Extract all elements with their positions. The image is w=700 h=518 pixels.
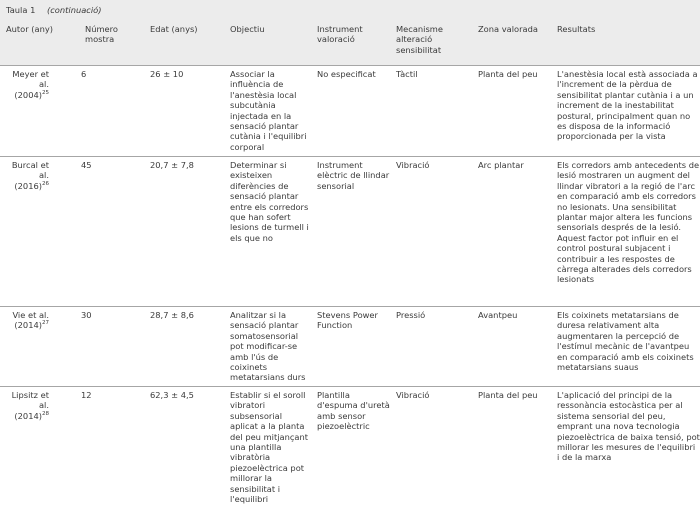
data-table xyxy=(0,21,700,508)
table-row xyxy=(0,307,700,387)
cell-objective: Analitzar si la sensació plantar somatosensorial pot modificar-se amb l'ús de coixinets metatarsians durs xyxy=(224,307,311,387)
cell-zone: Avantpeu xyxy=(472,307,551,387)
reference-number: 28 xyxy=(42,411,49,418)
header-zone: Zona valorada xyxy=(472,21,551,66)
header-mechanism: Mecanisme alteració sensibilitat xyxy=(390,21,472,66)
cell-author: Vie et al. $(2014)^{27}$ xyxy=(0,307,79,387)
cell-mechanism: Vibració xyxy=(390,157,472,307)
cell-number: 12 xyxy=(81,390,92,400)
cell-instrument: Plantilla d'espuma d'uretà amb sensor piezoelèctric xyxy=(317,390,390,432)
header-number: Número mostra xyxy=(79,21,144,66)
cell-zone: Arc plantar xyxy=(472,157,551,307)
cell-instrument: Instrument elèctric de llindar sensorial xyxy=(311,157,390,307)
cell-author: Meyer et al. $(2004)^{25}$ xyxy=(0,66,79,157)
cell-results: L'anestèsia local està associada a l'increment de la pèrdua de sensibilitat plantar cutània i a un increment de la inestabilitat postural, principalment quan no es disposa de la informació proporcionada per la vista xyxy=(551,66,700,157)
cell-age: 26 ± 10 xyxy=(144,66,224,157)
reference-number: 27 xyxy=(42,320,49,327)
cell-mechanism: Tàctil xyxy=(390,66,472,157)
table-header-row xyxy=(0,21,700,66)
cell-age: 28,7 ± 8,6 xyxy=(144,307,224,387)
cell-number: 6 xyxy=(79,66,144,157)
cell-number: 30 xyxy=(79,307,144,387)
table-continuation: (continuació) xyxy=(47,5,102,15)
cell-zone: Planta del peu xyxy=(478,390,538,400)
header-age: Edat (anys) xyxy=(144,21,224,66)
header-results: Resultats xyxy=(551,21,700,66)
cell-results: Els corredors amb antecedents de lesió mostraren un augment del llindar vibratori a la regió de l'arc en comparació amb els corredors no lesionats. Una sensibilitat plantar major altera les funcions sensorials després de la lesió. Aquest factor pot influir en el control postural subjacent i contribuir a les respostes de càrrega alterades dels corredors lesionats xyxy=(551,157,700,307)
reference-number: 26 xyxy=(42,181,49,188)
cell-instrument: No especificat xyxy=(311,66,390,157)
cell-objective: Establir si el soroll vibratori subsensorial aplicat a la planta del peu mitjançant una plantilla vibratòria piezoelèctrica pot millorar la sensibilitat i l'equilibri xyxy=(230,390,309,505)
header-instrument: Instrument valoració xyxy=(311,21,390,66)
cell-author: Burcal et al. $(2016)^{26}$ xyxy=(0,157,79,307)
table-row xyxy=(0,157,700,307)
cell-author: Lipsitz et al. $(2014)^{28}$ xyxy=(11,390,49,421)
cell-mechanism: Vibració xyxy=(396,390,430,400)
cell-age: 62,3 ± 4,5 xyxy=(150,390,194,400)
cell-instrument: Stevens Power Function xyxy=(311,307,390,387)
table-label: Taula 1 xyxy=(6,5,36,15)
cell-objective: Associar la influència de l'anestèsia local subcutània injectada en la sensació plantar cutània i l'equilibri corporal xyxy=(224,66,311,157)
cell-objective: Determinar si existeixen diferències de sensació plantar entre els corredors que han sofert lesions de turmell i els que no xyxy=(224,157,311,307)
cell-results: L'aplicació del principi de la ressonància estocàstica per al sistema sensorial del peu, emprant una nova tecnologia piezoelèctrica de baixa tensió, pot millorar les mesures de l'equilibri i de la marxa xyxy=(557,390,700,463)
table-row xyxy=(0,387,700,509)
cell-mechanism: Pressió xyxy=(390,307,472,387)
cell-age: 20,7 ± 7,8 xyxy=(144,157,224,307)
cell-number: 45 xyxy=(79,157,144,307)
reference-number: 25 xyxy=(42,90,49,97)
cell-results: Els coixinets metatarsians de duresa relativament alta augmentaren la percepció de l'estímul mecànic de l'avantpeu en comparació amb els coixinets metatarsians suaus xyxy=(551,307,700,387)
header-objective: Objectiu xyxy=(224,21,311,66)
table-caption xyxy=(0,0,700,21)
cell-zone: Planta del peu xyxy=(472,66,551,157)
table-row xyxy=(0,66,700,157)
header-author: Autor (any) xyxy=(0,21,79,66)
